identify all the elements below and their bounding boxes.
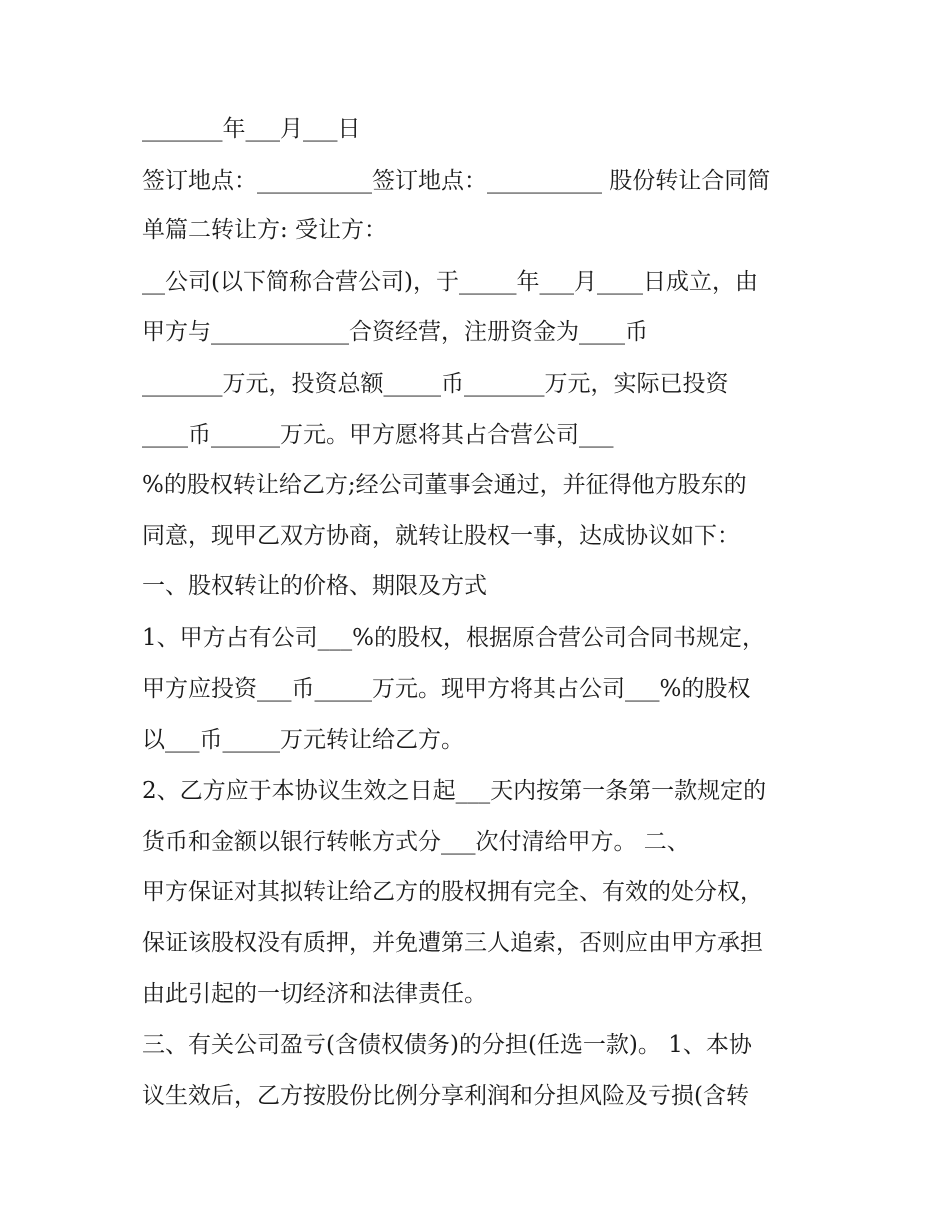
text-line: 保证该股权没有质押，并免遭第三人追索，否则应由甲方承担 — [142, 930, 763, 956]
text-line: 单篇二转让方: 受让方： — [142, 217, 388, 243]
text-line: 议生效后，乙方按股份比例分享利润和分担风险及亏损(含转 — [142, 1083, 749, 1109]
text-line: 以___币_____万元转让给乙方。 — [142, 727, 464, 753]
text-line: %的股权转让给乙方;经公司董事会通过，并征得他方股东的 — [142, 472, 747, 498]
text-line: _______年___月___日 — [142, 116, 361, 142]
text-line: 1、甲方占有公司___%的股权，根据原合营公司合同书规定， — [142, 625, 765, 651]
text-line: 由此引起的一切经济和法律责任。 — [142, 981, 487, 1007]
text-line: 三、有关公司盈亏(含债权债务)的分担(任选一款)。 1、本协 — [142, 1032, 752, 1058]
text-line: 货币和金额以银行转帐方式分___次付清给甲方。 二、 — [142, 829, 690, 855]
text-line: 同意，现甲乙双方协商，就转让股权一事，达成协议如下： — [142, 523, 740, 549]
text-line: ____币______万元。甲方愿将其占合营公司___ — [142, 422, 614, 448]
text-line: _______万元，投资总额_____币_______万元，实际已投资 — [142, 371, 729, 397]
text-line: 甲方应投资___币_____万元。现甲方将其占公司___%的股权 — [142, 676, 751, 702]
section-heading: 一、股权转让的价格、期限及方式 — [142, 573, 487, 599]
text-line: __公司(以下简称合营公司)，于_____年___月____日成立，由 — [142, 269, 758, 295]
text-line: 甲方与____________合资经营，注册资金为____币 — [142, 319, 648, 345]
text-line: 2、乙方应于本协议生效之日起___天内按第一条第一款规定的 — [142, 778, 767, 804]
text-line: 签订地点：__________签订地点：__________ 股份转让合同简 — [142, 168, 771, 194]
text-line: 甲方保证对其拟转让给乙方的股权拥有完全、有效的处分权， — [142, 879, 763, 905]
